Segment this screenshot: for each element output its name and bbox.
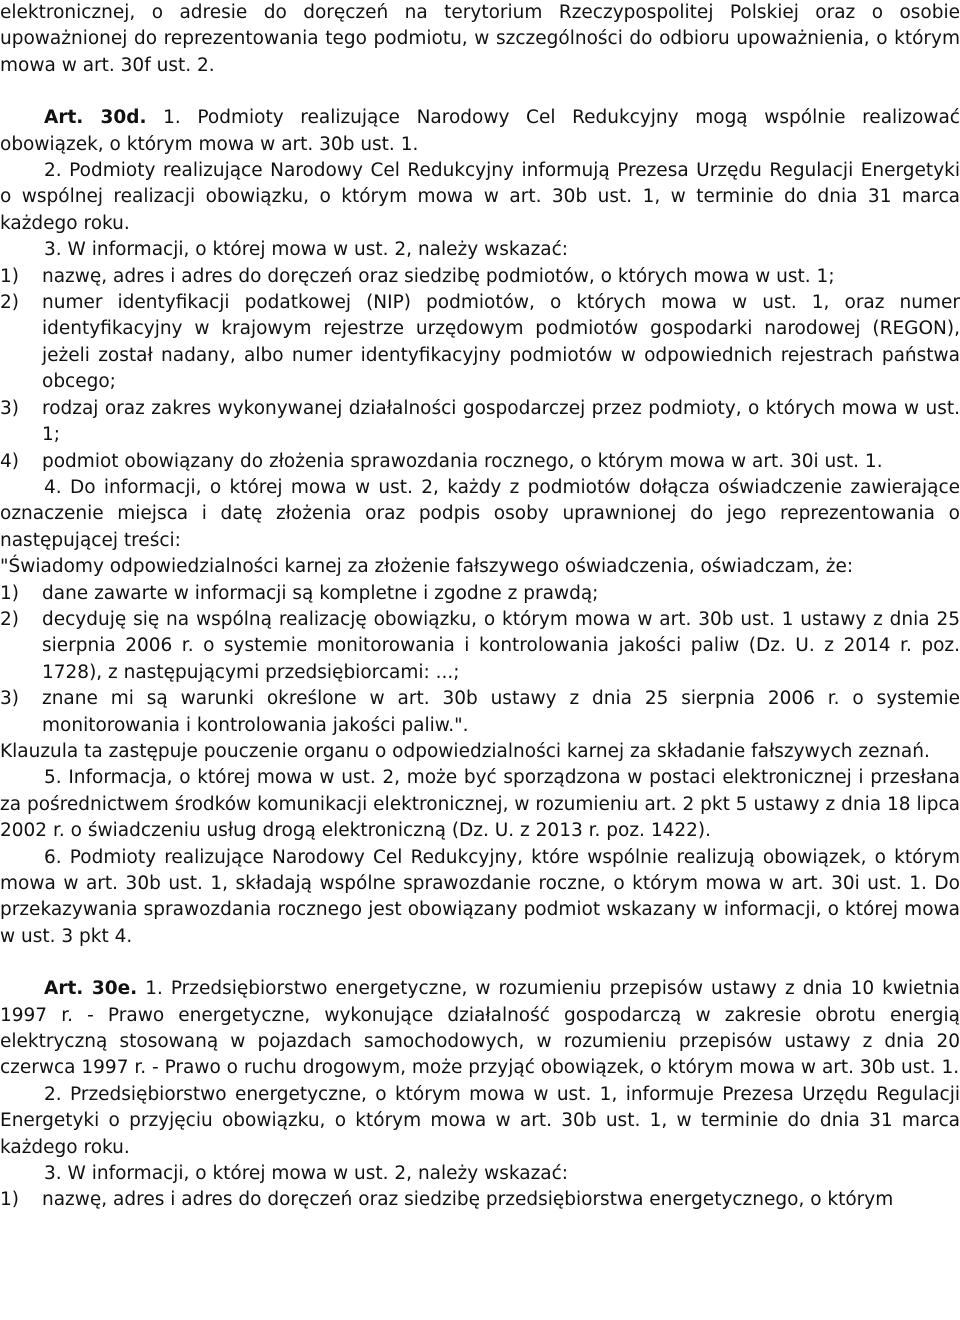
art30e-para-1 — [0, 976, 960, 1082]
art30e-para-1-text: 1. Przedsiębiorstwo energetyczne, w rozumieniu przepisów ustawy z dnia 10 kwietnia 1997 r. - Prawo energetyczne, wykonujące działalność gospodarczą w zakresie obrotu energią elektryczną stosowaną w pojazdach samochodowych, w rozumieniu przepisów ustawy z dnia 20 czerwca 1997 r. - Prawo o ruchu drogowym, może przyjąć obowiązek, o którym mowa w art. 30b ust. 1. — [0, 978, 960, 1079]
declaration-quote: "Świadomy odpowiedzialności karnej za złożenie fałszywego oświadczenia, oświadczam, że: — [0, 556, 854, 578]
spacer — [0, 950, 960, 976]
list-item-number: 4) — [0, 450, 19, 472]
list-item — [0, 686, 960, 739]
list-item — [0, 396, 960, 449]
list-item-text: rodzaj oraz zakres wykonywanej działalności gospodarczej przez podmioty, o których mowa w ust. 1; — [42, 397, 960, 446]
list-item-text: numer identyfikacji podatkowej (NIP) podmiotów, o których mowa w ust. 1, oraz numer identyfikacyjny w krajowym rejestrze urzędowym podmiotów gospodarki narodowej (REGON), jeżeli został nadany, albo numer identyfikacyjny podmiotów w odpowiednich rejestrach państwa obcego; — [42, 292, 960, 393]
list-item-text: dane zawarte w informacji są kompletne i zgodne z prawdą; — [42, 582, 599, 604]
list-item — [0, 581, 960, 607]
spacer — [0, 79, 960, 105]
art30e-para-2: 2. Przedsiębiorstwo energetyczne, o którym mowa w ust. 1, informuje Prezesa Urzędu Regulacji Energetyki o przyjęciu obowiązku, o którym mowa w art. 30b ust. 1, w terminie do dnia 31 marca każdego roku. — [0, 1083, 960, 1158]
list-item — [0, 1187, 960, 1213]
art30d-para-3-list — [0, 264, 960, 475]
art30e-para-3-list — [0, 1187, 960, 1213]
art30e-para-3: 3. W informacji, o której mowa w ust. 2, należy wskazać: — [44, 1163, 569, 1185]
list-item-number: 3) — [0, 397, 19, 419]
art30d-para-3: 3. W informacji, o której mowa w ust. 2, należy wskazać: — [44, 239, 569, 261]
list-item-text: decyduję się na wspólną realizację obowiązku, o którym mowa w art. 30b ust. 1 ustawy z dnia 25 sierpnia 2006 r. o systemie monitorowania i kontrolowania jakości paliw (Dz. U. z 2014 r. poz. 1728), z następującymi przedsiębiorcami: ...; — [42, 608, 960, 683]
list-item-text: znane mi są warunki określone w art. 30b ustawy z dnia 25 sierpnia 2006 r. o systemie monitorowania i kontrolowania jakości paliw.". — [42, 688, 960, 736]
list-item-number: 1) — [0, 582, 19, 604]
list-item — [0, 264, 960, 290]
declaration-list — [0, 581, 960, 739]
list-item-number: 2) — [0, 292, 19, 314]
art30e-heading: Art. 30e. — [44, 978, 138, 1000]
list-item-number: 3) — [0, 688, 19, 710]
list-item-text: nazwę, adres i adres do doręczeń oraz siedzibę przedsiębiorstwa energetycznego, o którym — [42, 1189, 894, 1211]
art30d-para-6: 6. Podmioty realizujące Narodowy Cel Redukcyjny, które wspólnie realizują obowiązek, o którym mowa w art. 30b ust. 1, składają wspólne sprawozdanie roczne, o którym mowa w art. 30i ust. 1. Do przekazywania sprawozdania rocznego jest obowiązany podmiot wskazany w informacji, o której mowa w ust. 3 pkt 4. — [0, 846, 960, 947]
art30d-para-1-text: 1. Podmioty realizujące Narodowy Cel Redukcyjny mogą wspólnie realizować obowiązek, o którym mowa w art. 30b ust. 1. — [0, 107, 960, 155]
art30d-para-1 — [0, 105, 960, 158]
list-item — [0, 607, 960, 686]
list-item-text: podmiot obowiązany do złożenia sprawozdania rocznego, o którym mowa w art. 30i ust. 1. — [42, 450, 883, 472]
list-item-number: 1) — [0, 1189, 19, 1211]
art30d-para-2: 2. Podmioty realizujące Narodowy Cel Redukcyjny informują Prezesa Urzędu Regulacji Energetyki o wspólnej realizacji obowiązku, o którym mowa w art. 30b ust. 1, w terminie do dnia 31 marca każdego roku. — [0, 160, 960, 234]
list-item-text: nazwę, adres i adres do doręczeń oraz siedzibę podmiotów, o których mowa w ust. 1; — [42, 265, 835, 287]
art30d-heading: Art. 30d. — [44, 107, 147, 129]
list-item-number: 1) — [0, 265, 19, 287]
list-item — [0, 449, 960, 475]
intro-paragraph: elektronicznej, o adresie do doręczeń na terytorium Rzeczypospolitej Polskiej oraz o osobie upoważnionej do reprezentowania tego podmiotu, w szczególności do odbioru upoważnienia, o którym mowa w art. 30f ust. 2. — [0, 2, 960, 76]
art30d-para-5: 5. Informacja, o której mowa w ust. 2, może być sporządzona w postaci elektronicznej i przesłana za pośrednictwem środków komunikacji elektronicznej, w rozumieniu art. 2 pkt 5 ustawy z dnia 18 lipca 2002 r. o świadczeniu usług drogą elektroniczną (Dz. U. z 2013 r. poz. 1422). — [0, 767, 960, 842]
art30d-para-4: 4. Do informacji, o której mowa w ust. 2, każdy z podmiotów dołącza oświadczenie zawierające oznaczenie miejsca i datę złożenia oraz podpis osoby uprawnionej do jego reprezentowania o następującej treści: — [0, 476, 960, 551]
list-item-number: 2) — [0, 608, 19, 630]
declaration-clause: Klauzula ta zastępuje pouczenie organu o odpowiedzialności karnej za składanie fałszywych zeznań. — [0, 740, 930, 762]
list-item — [0, 290, 960, 396]
